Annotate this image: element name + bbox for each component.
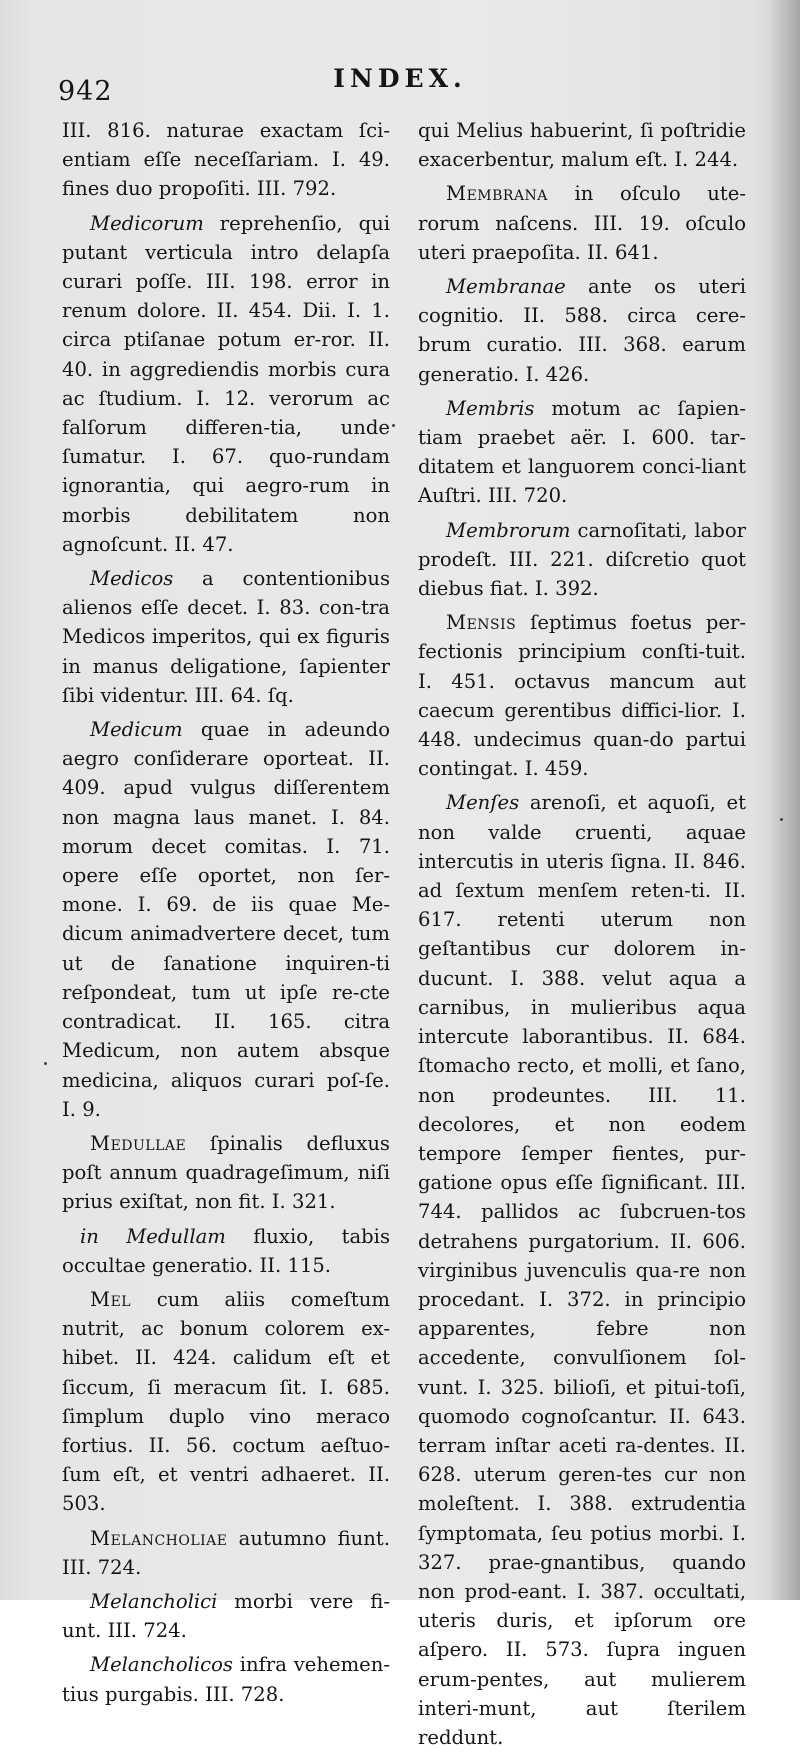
running-title: INDEX. [333, 64, 467, 93]
entry-headword: Membrorum [446, 518, 571, 542]
entry-headword: Menſes [446, 791, 520, 815]
entry-headword: Medicum [90, 718, 183, 742]
entry-headword: Melancholiae [90, 1526, 228, 1550]
ink-speck [392, 424, 395, 427]
entry-text: in oſculo ute-rorum naſcens. III. 19. oſculo uteri praepoſita. II. 641. [418, 182, 746, 264]
entry-text: carnoſitati, labor prodeſt. III. 221. diſcretio quot diebus fiat. I. 392. [418, 518, 746, 601]
entry-text: fluxio, tabis occultae generatio. II. 115. [62, 1224, 391, 1277]
entry-headword: Melancholicos [90, 1653, 233, 1677]
entry-headword: Melancholici [90, 1589, 218, 1613]
left-column [62, 116, 390, 1714]
index-entry [62, 1222, 390, 1280]
index-entry [62, 564, 390, 710]
entry-headword: Membranae [446, 275, 566, 299]
entry-text: qui Melius habuerint, ſi poſtridie exacerbentur, malum eſt. I. 244. [418, 119, 746, 172]
entry-text: motum ac ſapien-tiam praebet aër. I. 600. tar-ditatem et languorem conci-liant Auſtri. III. 720. [418, 396, 746, 508]
page-number: 942 [58, 76, 113, 107]
entry-text: cum aliis comeſtum nutrit, ac bonum colorem ex-hibet. II. 424. calidum eſt et ſiccum, ſi meracum ſit. I. 685. ſimplum duplo vino meraco fortius. II. 56. coctum aeſtuo-ſum eſt, et ventri adhaeret. II. 503. [62, 1287, 390, 1516]
index-entry [418, 788, 746, 1752]
index-entry [62, 715, 390, 1124]
index-entry [62, 116, 390, 204]
index-entry [418, 516, 746, 604]
entry-text: morbi vere fi-unt. III. 724. [62, 1589, 390, 1643]
index-entry [418, 116, 746, 174]
entry-headword: Medicorum [90, 211, 204, 235]
entry-headword: Membrana [446, 182, 548, 206]
ink-speck [44, 1062, 47, 1065]
page-edge-shadow [770, 0, 800, 1600]
entry-headword: Medullae [90, 1131, 187, 1155]
entry-text: reprehenſio, qui putant verticula intro delapſa curari poſſe. III. 198. error in renum dolore. II. 454. Dii. I. 1. circa ptiſanae potum er-ror. II. 40. in aggrediendis morbis cura ac ſtudium. I. 12. verorum ac falſorum differen-tia, unde ſumatur. I. 67. quo-rundam ignorantia, qui aegro-rum in morbis debilitatem non agnoſcunt. II. 47. [62, 211, 390, 556]
entry-headword: Mensis [446, 611, 517, 635]
entry-text: autumno fiunt. III. 724. [62, 1526, 390, 1579]
entry-headword: in Medullam [80, 1224, 226, 1248]
index-entry [418, 608, 746, 783]
index-entry [418, 272, 746, 389]
entry-text: quae in adeundo aegro conſiderare oporteat. II. 409. apud vulgus diſſerentem non magna laus manet. I. 84. morum decet comitas. I. 71. opere eſſe oportet, non ſer-mone. I. 69. de iis quae Me-dicum animadvertere decet, tum ut de ſanatione inquiren-ti reſpondeat, tum ut ipſe re-cte contradicat. II. 165. citra Medicum, non autem absque medicina, aliquos curari poſ-ſe. I. 9. [62, 718, 390, 1121]
entry-text: III. 816. naturae exactam ſci-entiam eſſe neceſſariam. I. 49. fines duo propoſiti. III. 792. [62, 119, 390, 201]
index-entry [62, 1587, 390, 1645]
entry-headword: Mel [90, 1287, 132, 1311]
entry-text: arenoſi, et aquoſi, et non valde cruenti, aquae intercutis in uteris ſigna. II. 846. ad ſextum menſem reten-ti. II. 617. retenti uterum non geſtantibus cur dolorem in-ducunt. I. 388. velut aqua a carnibus, in mulieribus aqua intercute laborantibus. II. 684. ſtomacho recto, et molli, et ſano, non prodeuntes. III. 11. decolores, et non eodem tempore ſemper fientes, pur-gatione opus eſſe ſignificant. III. 744. pallidos ac ſubcruen-tos detrahens purgatorium. II. 606. virginibus juvenculis qua-re non procedant. I. 372. in principio apparentes, febre non accedente, convulſionem ſol-vunt. I. 325. bilioſi, et pitui-toſi, quomodo cognoſcantur. II. 643. terram inſtar aceti ra-dentes. II. 628. uterum geren-tes cur non moleſtent. I. 388. extrudentia ſymptomata, ſeu potius morbi. I. 327. prae-gnantibus, quando non prod-eant. I. 387. occultati, uteris duris, et ipſorum ore aſpero. II. 573. ſupra inguen erum-pentes, aut mulierem interi-munt, aut ſterilem reddunt. [418, 791, 746, 1749]
index-entry [418, 394, 746, 511]
entry-text: ſeptimus foetus per-fectionis principium conſti-tuit. I. 451. octavus mancum aut caecum gerentibus diffici-lior. I. 448. undecimus quan-do partui contingat. I. 459. [418, 611, 746, 781]
entry-text: ante os uteri cognitio. II. 588. circa cere-brum curatio. III. 368. earum generatio. I. 426. [418, 275, 746, 386]
entry-text: ſpinalis defluxus poſt annum quadrageſimum, niſi prius exiſtat, non fit. I. 321. [62, 1131, 390, 1214]
entry-headword: Medicos [90, 567, 174, 591]
index-entry [62, 1285, 390, 1519]
index-entry [62, 1524, 390, 1582]
index-entry [62, 1129, 390, 1217]
index-entry [62, 1650, 390, 1708]
index-entry [418, 179, 746, 267]
ink-speck [780, 818, 783, 821]
entry-text: infra vehemen-tius purgabis. III. 728. [62, 1653, 390, 1706]
entry-headword: Membris [446, 396, 535, 420]
index-entry [62, 209, 390, 559]
entry-text: a contentionibus alienos eſſe decet. I. 83. con-tra Medicos imperitos, qui ex figuris in manus deligatione, ſapienter ſibi videntur. III. 64. ſq. [62, 567, 390, 707]
right-column [418, 116, 746, 1757]
